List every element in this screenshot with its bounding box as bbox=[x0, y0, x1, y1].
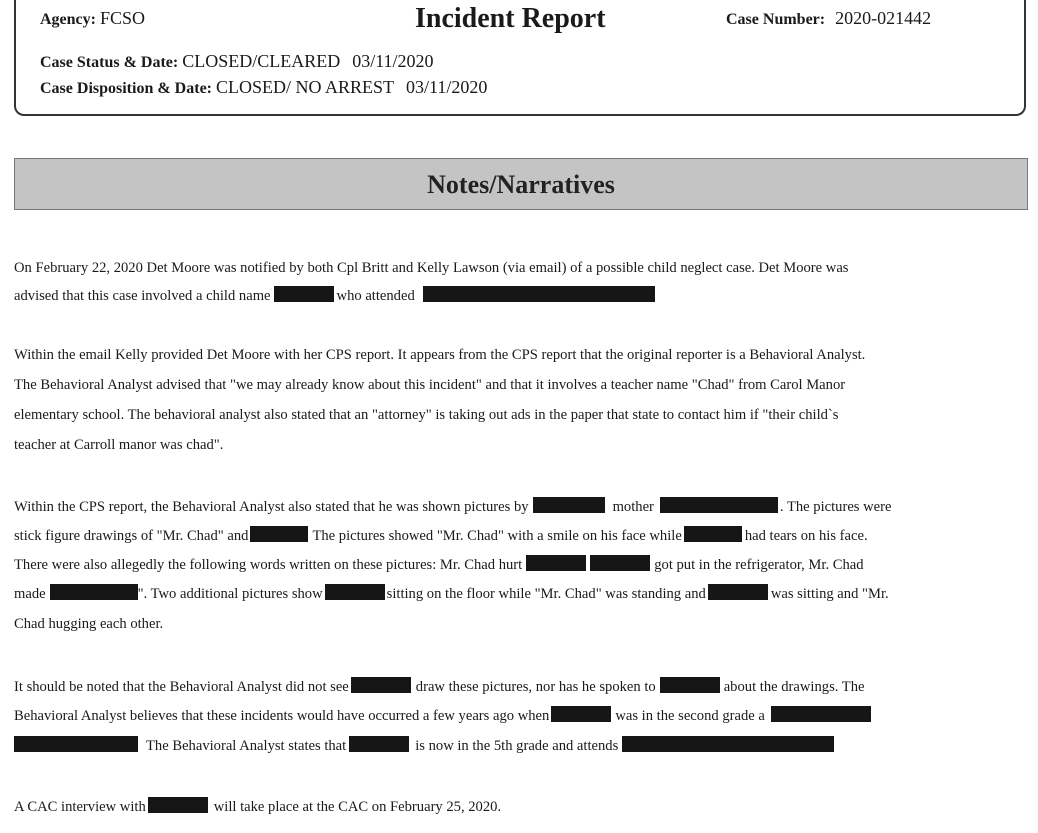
redaction-bar bbox=[423, 286, 655, 302]
redaction-bar bbox=[349, 736, 409, 752]
text-span: mother bbox=[612, 499, 654, 515]
text-span: The Behavioral Analyst states that bbox=[146, 738, 347, 754]
agency-field bbox=[40, 8, 145, 29]
text-span: was sitting and "Mr. bbox=[770, 586, 889, 602]
paragraph-3-line-3 bbox=[14, 551, 864, 579]
redaction-bar bbox=[622, 736, 834, 752]
text-span: The pictures showed "Mr. Chad" with a smile on his face while bbox=[312, 528, 682, 544]
redaction-bar bbox=[660, 677, 720, 693]
case-status-label: Case Status & Date: bbox=[40, 54, 179, 71]
redaction-bar bbox=[14, 736, 138, 752]
text-span: Within the CPS report, the Behavioral Analyst also stated that he was shown pictures by bbox=[14, 499, 529, 515]
text-span: sitting on the floor while "Mr. Chad" was standing and bbox=[386, 586, 706, 602]
paragraph-3-line-5: Chad hugging each other. bbox=[14, 616, 164, 632]
paragraph-3-line-4 bbox=[14, 580, 889, 608]
paragraph-2-line-2: The Behavioral Analyst advised that "we may already know about this incident" and that it involves a teacher name "Chad" from Carol Manor bbox=[14, 377, 846, 393]
paragraph-5-line-1 bbox=[14, 793, 501, 821]
text-span: A CAC interview with bbox=[14, 799, 146, 815]
redaction-bar bbox=[684, 526, 742, 542]
paragraph-3-line-1 bbox=[14, 493, 892, 521]
agency-label: Agency: bbox=[40, 11, 96, 28]
text-span: stick figure drawings of "Mr. Chad" and bbox=[14, 528, 249, 544]
redaction-bar bbox=[708, 584, 768, 600]
paragraph-4-line-3 bbox=[14, 732, 834, 760]
text-span: Behavioral Analyst believes that these incidents would have occurred a few years ago when bbox=[14, 708, 550, 724]
redaction-bar bbox=[274, 286, 334, 302]
paragraph-2-line-3: elementary school. The behavioral analyst also stated that an "attorney" is taking out ads in the paper that state to contact him if "their child`s bbox=[14, 407, 839, 423]
text-span: about the drawings. The bbox=[723, 679, 865, 695]
case-disposition-label: Case Disposition & Date: bbox=[40, 80, 212, 97]
redaction-bar bbox=[325, 584, 385, 600]
case-number-label: Case Number: bbox=[726, 11, 826, 28]
case-status-value: CLOSED/CLEARED bbox=[182, 51, 341, 71]
redaction-bar bbox=[148, 797, 208, 813]
text-span: ". Two additional pictures show bbox=[137, 586, 323, 602]
paragraph-2-line-1: Within the email Kelly provided Det Moore with her CPS report. It appears from the CPS report that the original reporter is a Behavioral Analyst. bbox=[14, 347, 866, 363]
paragraph-1-line-1: On February 22, 2020 Det Moore was notified by both Cpl Britt and Kelly Lawson (via email) of a possible child neglect case. Det Moore was bbox=[14, 260, 849, 276]
redaction-bar bbox=[250, 526, 308, 542]
paragraph-4-line-2 bbox=[14, 702, 871, 730]
case-status-date: 03/11/2020 bbox=[352, 51, 434, 71]
text-span: There were also allegedly the following words written on these pictures: Mr. Chad hurt bbox=[14, 557, 523, 573]
redaction-bar bbox=[50, 584, 138, 600]
case-disposition-field bbox=[40, 77, 487, 98]
case-disposition-value: CLOSED/ NO ARREST bbox=[216, 77, 395, 97]
redaction-bar bbox=[771, 706, 871, 722]
redaction-bar bbox=[533, 497, 605, 513]
case-number-field bbox=[726, 8, 931, 29]
text-span: It should be noted that the Behavioral Analyst did not see bbox=[14, 679, 349, 695]
text-span: had tears on his face. bbox=[744, 528, 868, 544]
text-span: who attended bbox=[336, 288, 415, 304]
text-span: will take place at the CAC on February 25, 2020. bbox=[213, 799, 502, 815]
redaction-bar bbox=[590, 555, 650, 571]
section-title-banner: Notes/Narratives bbox=[14, 158, 1028, 210]
text-span: got put in the refrigerator, Mr. Chad bbox=[654, 557, 864, 573]
paragraph-4-line-1 bbox=[14, 673, 864, 701]
text-span: advised that this case involved a child name bbox=[14, 288, 271, 304]
redaction-bar bbox=[660, 497, 778, 513]
text-span: is now in the 5th grade and attends bbox=[415, 738, 619, 754]
paragraph-3-line-2 bbox=[14, 522, 868, 550]
paragraph-1-line-2 bbox=[14, 282, 655, 310]
text-span: was in the second grade a bbox=[615, 708, 765, 724]
text-span: draw these pictures, nor has he spoken to bbox=[415, 679, 656, 695]
redaction-bar bbox=[526, 555, 586, 571]
redaction-bar bbox=[551, 706, 611, 722]
text-span: . The pictures were bbox=[779, 499, 892, 515]
agency-value: FCSO bbox=[99, 8, 146, 28]
paragraph-2-line-4: teacher at Carroll manor was chad". bbox=[14, 437, 224, 453]
text-span: made bbox=[14, 586, 46, 602]
case-status-field bbox=[40, 51, 434, 72]
redaction-bar bbox=[351, 677, 411, 693]
report-title: Incident Report bbox=[415, 3, 606, 34]
case-number-value: 2020-021442 bbox=[835, 8, 932, 28]
case-disposition-date: 03/11/2020 bbox=[406, 77, 488, 97]
